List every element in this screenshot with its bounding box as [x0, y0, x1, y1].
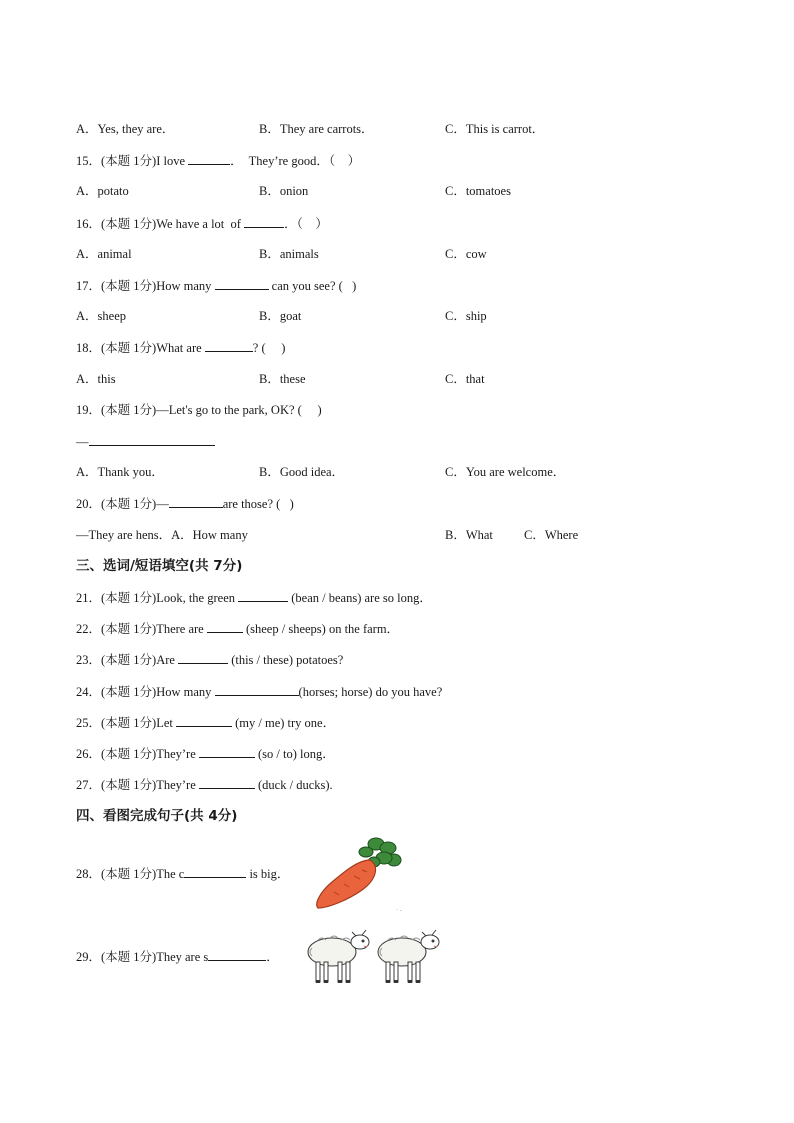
- q18-option-c: C．that: [445, 372, 485, 386]
- q19-option-c: C．You are welcome．: [445, 465, 566, 479]
- q19-option-a: A．Thank you．: [76, 465, 164, 479]
- q14-option-c: C．This is carrot．: [445, 122, 545, 136]
- answer-blank[interactable]: [199, 745, 255, 758]
- question-15-text-end: ． They’re good．（ ）: [230, 154, 361, 168]
- q15-option-b: B．onion: [259, 184, 309, 198]
- question-29: [76, 948, 279, 965]
- question-27-text: 27．(本题 1分)They’re: [76, 778, 199, 792]
- question-28-text-end: is big．: [246, 867, 290, 881]
- question-22: [76, 620, 399, 637]
- question-24: [76, 683, 442, 700]
- answer-blank[interactable]: [207, 620, 243, 633]
- question-20-text-end: are those? ( ): [222, 497, 294, 511]
- q17-option-c: C．ship: [445, 309, 487, 323]
- q14-option-a: A．Yes, they are．: [76, 122, 175, 136]
- question-17: [76, 277, 356, 294]
- q16-option-b: B．animals: [259, 247, 319, 261]
- q20-option-b: B．What: [445, 528, 493, 542]
- answer-blank[interactable]: [215, 277, 269, 290]
- carrot-image: [310, 832, 410, 916]
- question-26-text: 26．(本题 1分)They’re: [76, 747, 199, 761]
- dash: —: [76, 435, 89, 449]
- q14-option-b: B．They are carrots．: [259, 122, 374, 136]
- question-27: [76, 776, 333, 793]
- answer-blank[interactable]: [208, 948, 266, 961]
- question-28: [76, 865, 289, 882]
- section-heading-3: 三、选词/短语填空(共 7分): [76, 558, 243, 574]
- question-16-text: 16．(本题 1分)We have a lot of: [76, 217, 245, 231]
- q18-option-b: B．these: [259, 372, 306, 386]
- answer-blank[interactable]: [199, 776, 255, 789]
- question-23: [76, 651, 343, 668]
- question-20-text: 20．(本题 1分)—: [76, 497, 169, 511]
- question-18-text-end: ? ( ): [252, 341, 286, 355]
- q17-option-a: A．sheep: [76, 309, 126, 323]
- question-19: 19．(本题 1分)—Let's go to the park, OK? ( ): [76, 403, 322, 417]
- question-28-text: 28．(本题 1分)The c: [76, 867, 185, 881]
- answer-blank[interactable]: [169, 495, 223, 508]
- question-19-reply: [76, 433, 215, 450]
- question-20: [76, 495, 294, 512]
- question-23-text: 23．(本题 1分)Are: [76, 653, 179, 667]
- q20-option-c: C．Where: [524, 528, 579, 542]
- section-heading-4: 四、看图完成句子(共 4分): [76, 808, 238, 824]
- sheep-image: [304, 922, 444, 988]
- question-21: [76, 589, 432, 606]
- question-22-text-end: (sheep / sheeps) on the farm．: [242, 622, 400, 636]
- answer-blank[interactable]: [244, 215, 284, 228]
- question-20-line2: —They are hens．A．How many: [76, 528, 248, 542]
- q17-option-b: B．goat: [259, 309, 302, 323]
- question-17-text: 17．(本题 1分)How many: [76, 279, 215, 293]
- question-27-text-end: (duck / ducks).: [254, 778, 333, 792]
- q16-option-c: C．cow: [445, 247, 487, 261]
- svg-text:· -: · -: [396, 907, 402, 914]
- question-24-text-end: (horses; horse) do you have?: [298, 685, 443, 699]
- answer-blank[interactable]: [184, 865, 246, 878]
- q15-option-c: C．tomatoes: [445, 184, 511, 198]
- question-17-text-end: can you see? ( ): [268, 279, 357, 293]
- question-21-text-end: (bean / beans) are so long．: [288, 591, 432, 605]
- question-15-text: 15．(本题 1分)I love: [76, 154, 189, 168]
- sheep-icon: [378, 930, 439, 983]
- question-25-text: 25．(本题 1分)Let: [76, 716, 176, 730]
- question-25: [76, 714, 335, 731]
- q15-option-a: A．potato: [76, 184, 129, 198]
- question-26: [76, 745, 335, 762]
- question-22-text: 22．(本题 1分)There are: [76, 622, 207, 636]
- question-29-text-end: ．: [266, 950, 279, 964]
- question-25-text-end: (my / me) try one．: [231, 716, 336, 730]
- answer-blank[interactable]: [176, 714, 232, 727]
- answer-blank[interactable]: [178, 651, 228, 664]
- answer-blank[interactable]: [205, 339, 253, 352]
- q18-option-a: A．this: [76, 372, 116, 386]
- question-16-text-end: ．（ ）: [284, 217, 328, 231]
- answer-blank[interactable]: [215, 683, 299, 696]
- question-29-text: 29．(本题 1分)They are s: [76, 950, 209, 964]
- question-23-text-end: (this / these) potatoes?: [228, 653, 344, 667]
- answer-blank[interactable]: [238, 589, 288, 602]
- sheep-icon: [308, 930, 369, 983]
- question-26-text-end: (so / to) long．: [254, 747, 335, 761]
- question-18: [76, 339, 285, 356]
- question-24-text: 24．(本题 1分)How many: [76, 685, 215, 699]
- answer-blank[interactable]: [89, 433, 215, 446]
- question-18-text: 18．(本题 1分)What are: [76, 341, 205, 355]
- question-15: [76, 152, 360, 169]
- question-21-text: 21．(本题 1分)Look, the green: [76, 591, 239, 605]
- question-16: [76, 215, 328, 232]
- q19-option-b: B．Good idea．: [259, 465, 345, 479]
- answer-blank[interactable]: [188, 152, 230, 165]
- q16-option-a: A．animal: [76, 247, 132, 261]
